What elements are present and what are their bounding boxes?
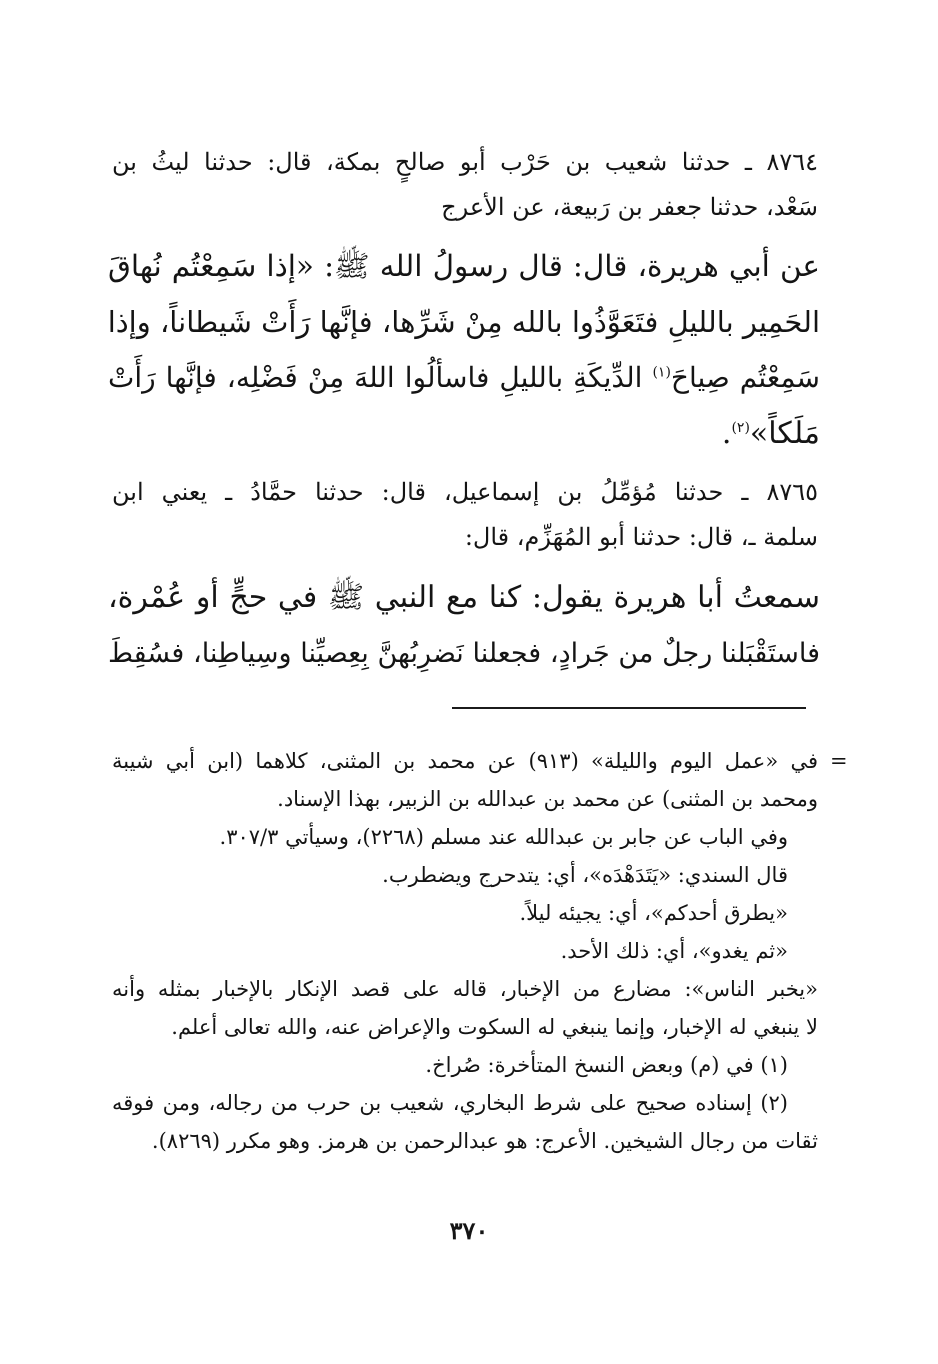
- footnote-separator: [452, 707, 806, 709]
- footnote-line: وفي الباب عن جابر بن عبدالله عند مسلم (٢٢٦٨)، وسيأتي ٣٠٧/٣.: [219, 825, 788, 849]
- matn-line: الحَمِير بالليلِ فتَعَوَّذُوا بالله مِنْ شَرِّها، فإنَّها رَأَتْ شَيطاناً، وإذا: [107, 305, 820, 339]
- footnote-line: «ثم يغدو»، أي: ذلك الأحد.: [560, 939, 788, 963]
- isnad-line: سلمة ـ، قال: حدثنا أبو المُهَزِّم، قال:: [464, 523, 818, 551]
- footnotes: [112, 742, 818, 1160]
- matn-text: .: [721, 416, 732, 451]
- footnote-mark-1: (١): [652, 364, 671, 381]
- continuation-mark: =: [830, 749, 848, 773]
- footnote-1: (١) في (م) وبعض النسخ المتأخرة: صُراخ.: [425, 1053, 788, 1077]
- footnote-2: (٢) إسناده صحيح على شرط البخاري، شعيب بن حرب من رجاله، ومن فوقه: [112, 1091, 788, 1115]
- footnote-mark-2: (٢): [731, 420, 750, 436]
- hadith-8764-matn: [108, 238, 820, 462]
- matn-line: عن أبي هريرة، قال: قال رسولُ الله ﷺ: «إذا سَمِعْتُم نُهاقَ: [108, 249, 820, 283]
- hadith-8765-isnad: [112, 470, 818, 560]
- footnote-line: «يطرق أحدكم»، أي: يجيئه ليلاً.: [519, 901, 788, 925]
- matn-text: سَمِعْتُم صِياحَ: [670, 361, 820, 394]
- matn-text: مَلَكاً»: [749, 416, 820, 451]
- matn-line: سمعتُ أبا هريرة يقول: كنا مع النبي ﷺ في حجٍّ أو عُمْرة،: [108, 580, 820, 615]
- page-number: ٣٧٠: [449, 1216, 489, 1245]
- matn-line: فاستَقْبَلنا رجلٌ من جَرادٍ، فجعلنا نَضرِبُهنَّ بِعِصيِّنا وسِياطِنا، فسُقِطَ: [108, 638, 820, 669]
- footnote-line: ومحمد بن المثنى) عن محمد بن عبدالله بن الزبير، بهذا الإسناد.: [277, 787, 818, 811]
- footnote-line: «يخبر الناس»: مضارع من الإخبار، قاله على قصد الإنكار بالإخبار بمثله وأنه: [112, 977, 818, 1001]
- matn-text: الدِّيكَةِ بالليلِ فاسألُوا اللهَ مِنْ فَضْلِه، فإنَّها رَأَتْ: [108, 361, 653, 394]
- matn-line: [108, 406, 820, 462]
- matn-line: [108, 350, 820, 406]
- isnad-line: سَعْد، حدثنا جعفر بن رَبيعة، عن الأعرج: [441, 193, 818, 221]
- isnad-line: ٨٧٦٥ ـ حدثنا مُؤمِّلُ بن إسماعيل، قال: حدثنا حمَّادُ ـ يعني ابن: [112, 478, 818, 506]
- hadith-8765-matn: [108, 570, 820, 682]
- footnote-line: ثقات من رجال الشيخين. الأعرج: هو عبدالرحمن بن هرمز. وهو مكرر (٨٢٦٩).: [151, 1129, 818, 1153]
- footnote-line: لا ينبغي له الإخبار، وإنما ينبغي له السكوت والإعراض عنه، والله تعالى أعلم.: [171, 1015, 818, 1039]
- footnote-line: قال السندي: «يَتَدَهْدَه»، أي: يتدحرج ويضطرب.: [382, 863, 788, 887]
- isnad-line: ٨٧٦٤ ـ حدثنا شعيب بن حَرْب أبو صالحٍ بمكة، قال: حدثنا ليثُ بن: [112, 148, 818, 176]
- hadith-8764-isnad: [112, 140, 818, 230]
- footnote-line: في «عمل اليوم والليلة» (٩١٣) عن محمد بن المثنى، كلاهما (ابن أبي شيبة: [112, 749, 818, 773]
